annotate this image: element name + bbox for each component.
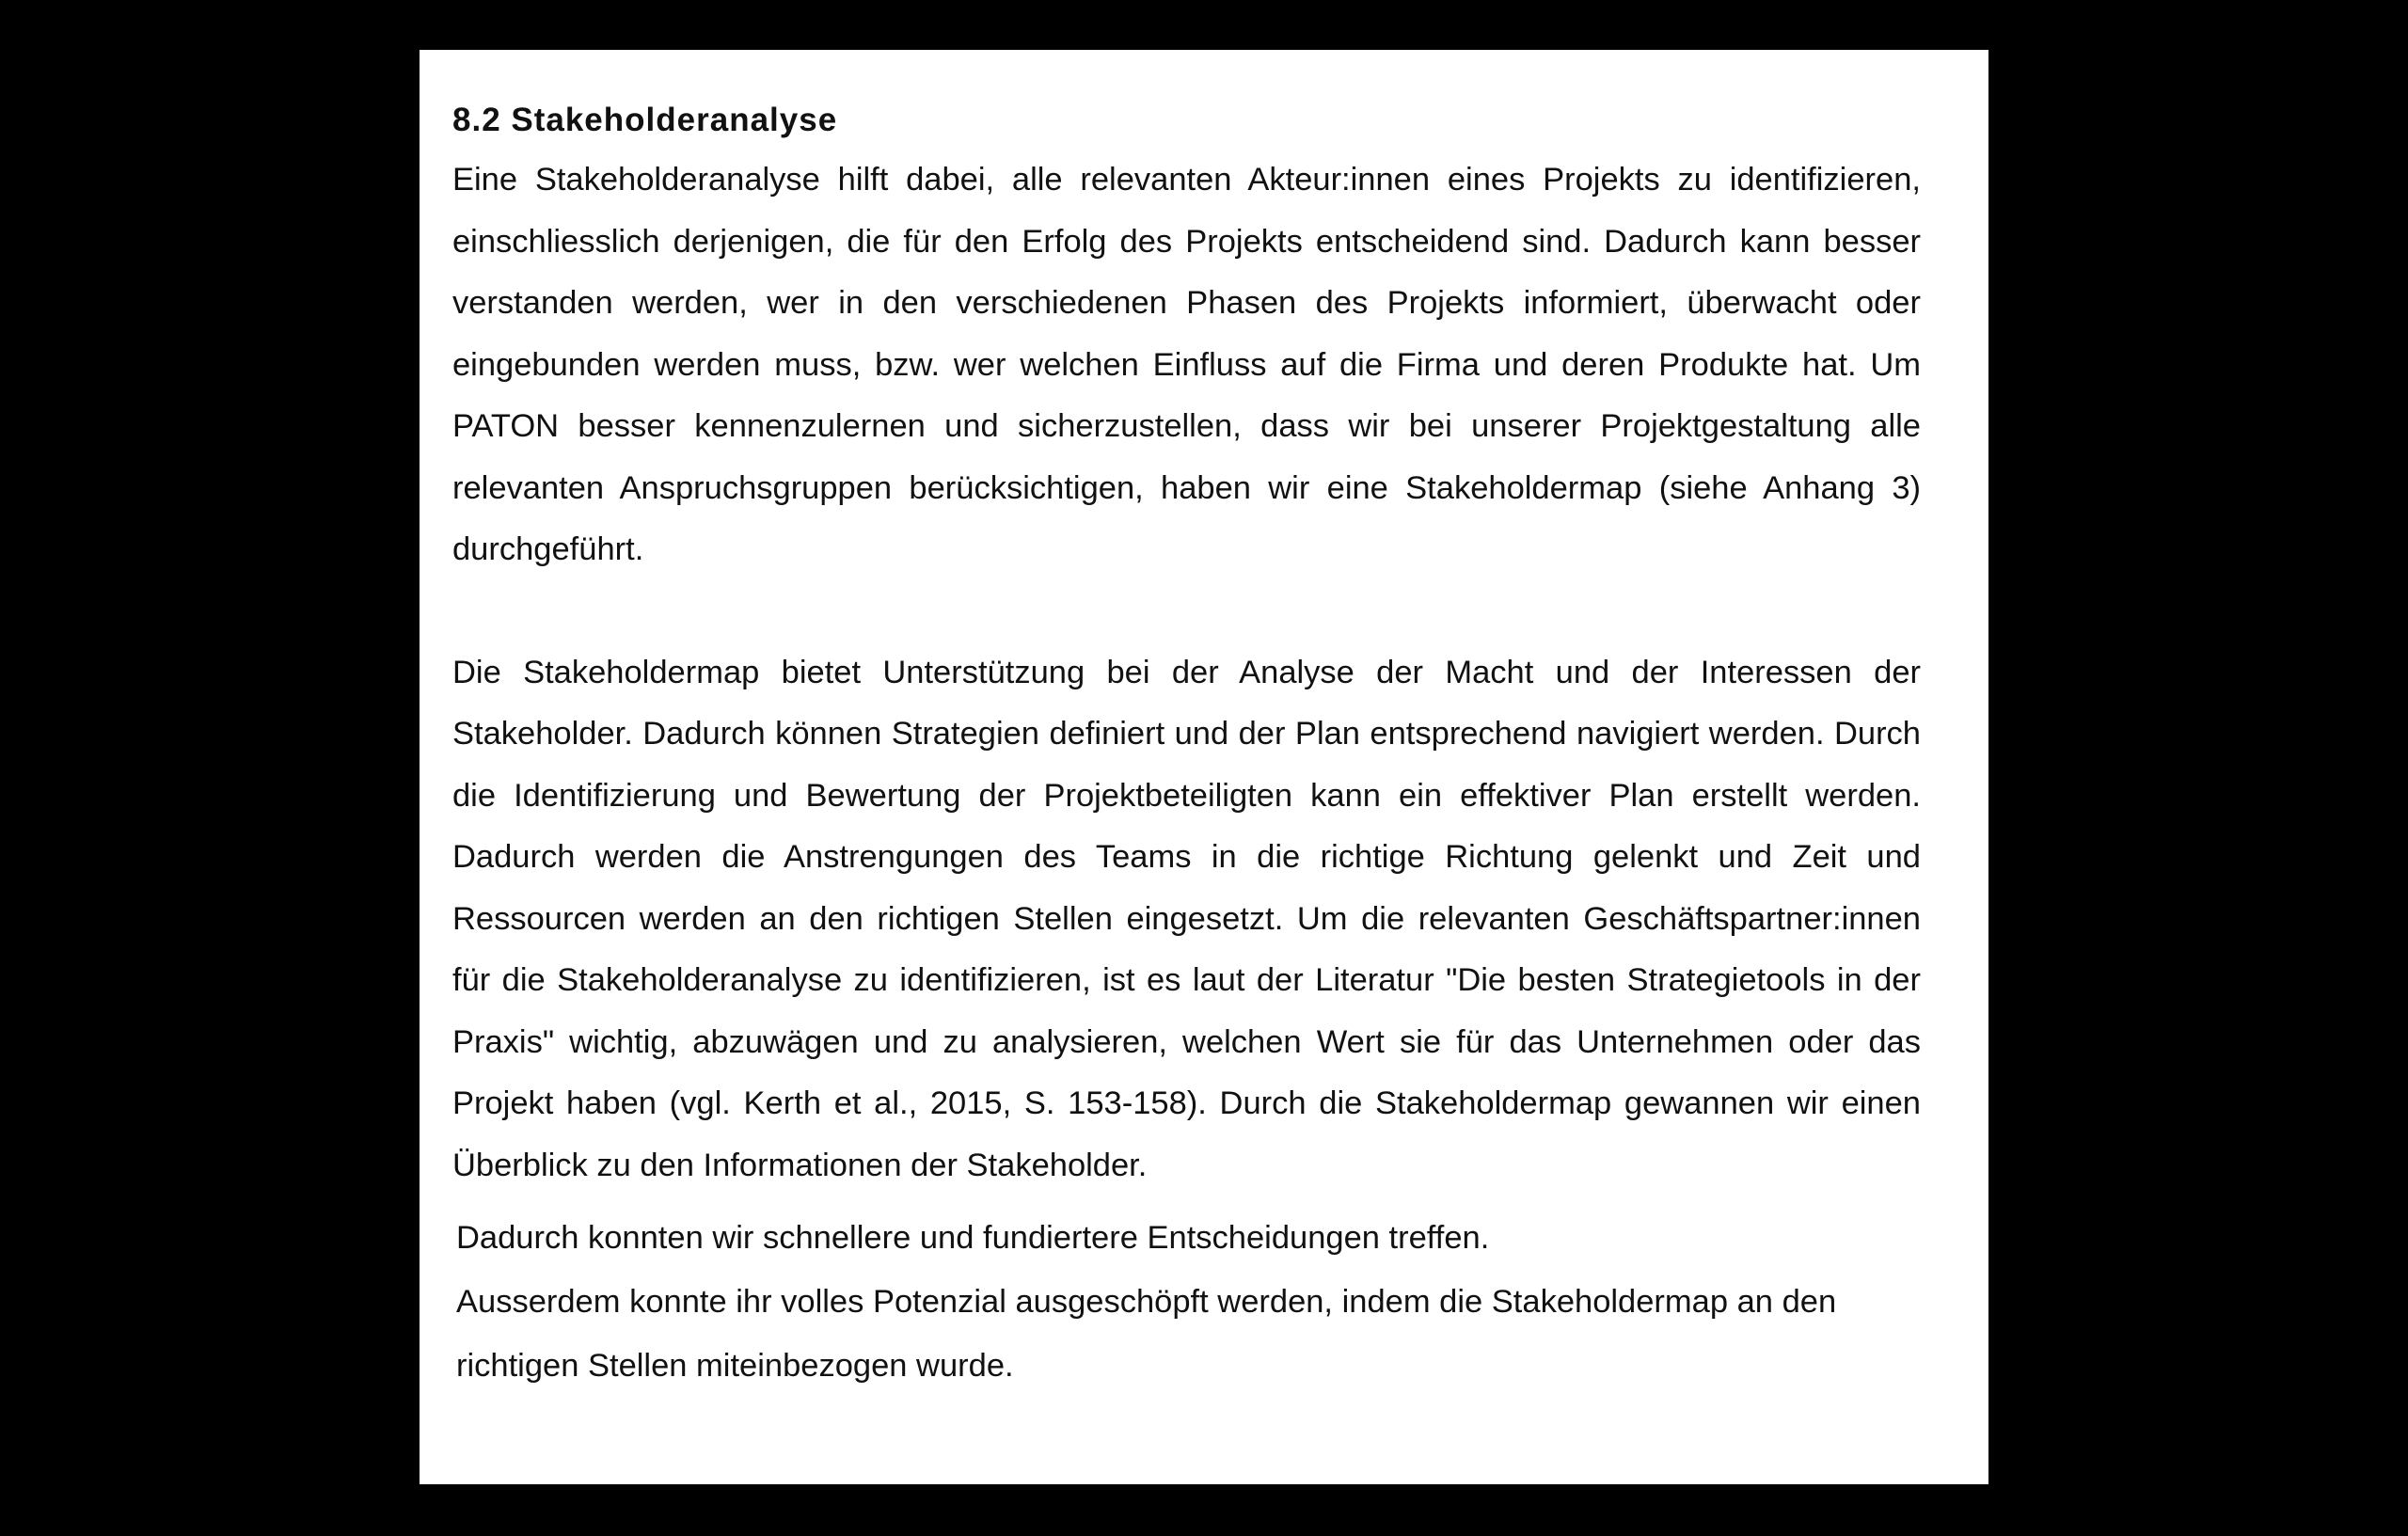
section-heading: 8.2 Stakeholderanalyse [452, 102, 838, 138]
document-content [452, 97, 1921, 1398]
paragraph-intro: Eine Stakeholderanalyse hilft dabei, alle relevanten Akteur:innen eines Projekts zu identifizieren, einschliesslich derjenigen, die für den Erfolg des Projekts entscheidend sind. Dadurch kann besser verstanden werden, wer in den verschiedenen Phasen des Projekts informiert, überwacht oder eingebunden werden muss, bzw. wer welchen Einfluss auf die Firma und deren Produkte hat. Um PATON besser kennenzulernen und sicherzustellen, dass wir bei unserer Projektgestaltung alle relevanten Anspruchsgruppen berücksichtigen, haben wir eine Stakeholdermap (siehe Anhang 3) durchgeführt. [452, 162, 1921, 567]
closing-text [456, 1206, 1956, 1398]
closing-line-decisions: Dadurch konnten wir schnellere und fundiertere Entscheidungen treffen. [456, 1220, 1490, 1256]
paragraph-stakeholdermap: Die Stakeholdermap bietet Unterstützung bei der Analyse der Macht und der Interessen der Stakeholder. Dadurch können Strategien definiert und der Plan entsprechend navigiert werden. Durch die Identifizierung und Bewertung der Projektbeteiligten kann ein effektiver Plan erstellt werden. Dadurch werden die Anstrengungen des Teams in die richtige Richtung gelenkt und Zeit und Ressourcen werden an den richtigen Stellen eingesetzt. Um die relevanten Geschäftspartner:innen für die Stakeholderanalyse zu identifizieren, ist es laut der Literatur "Die besten Strategietools in der Praxis" wichtig, abzuwägen und zu analysieren, welchen Wert sie für das Unternehmen oder das Projekt haben (vgl. Kerth et al., 2015, S. 153-158). Durch die Stakeholdermap gewannen wir einen Überblick zu den Informationen der Stakeholder. [452, 654, 1921, 1183]
document-page [420, 50, 1988, 1484]
closing-line-potential: Ausserdem konnte ihr volles Potenzial ausgeschöpft werden, indem die Stakeholdermap an den richtigen Stellen miteinbezogen wurde. [456, 1284, 1837, 1384]
